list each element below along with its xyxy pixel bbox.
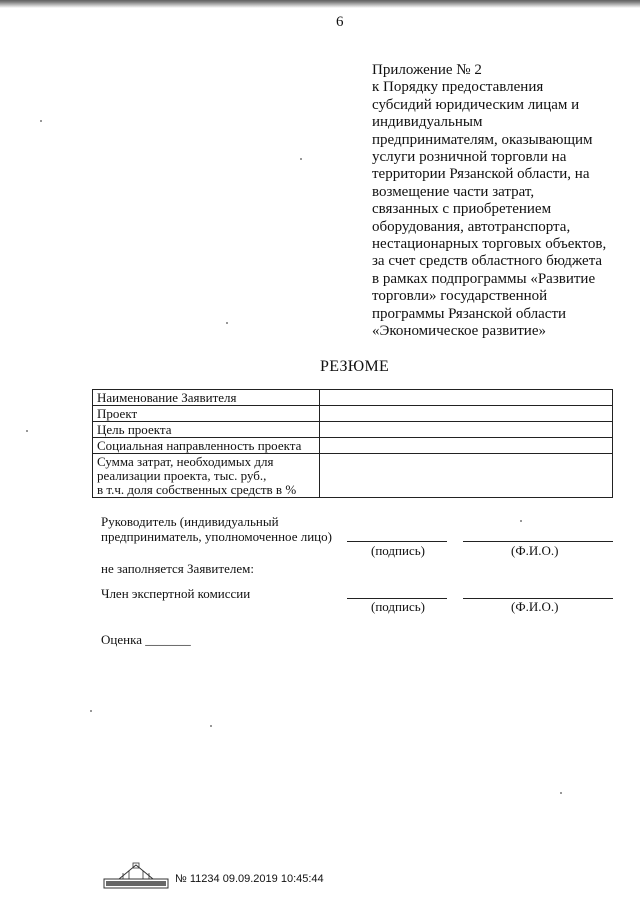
doc-datetime: 09.09.2019 10:45:44 xyxy=(222,873,324,885)
table-cell-label: Социальная направленность проекта xyxy=(93,438,320,454)
cost-line: Сумма затрат, необходимых для xyxy=(97,454,274,469)
name-line xyxy=(463,541,613,542)
appendix-line: связанных с приобретением xyxy=(372,201,552,218)
table-cell-label: Цель проекта xyxy=(93,422,320,438)
table-cell-label: Наименование Заявителя xyxy=(93,390,320,406)
table-cell-value xyxy=(320,390,613,406)
table-cell-value xyxy=(320,438,613,454)
signature-caption: (подпись) xyxy=(371,543,425,558)
not-filled-note: не заполняется Заявителем: xyxy=(101,561,254,576)
cost-line: реализации проекта, тыс. руб., xyxy=(97,468,267,483)
appendix-line: торговли» государственной xyxy=(372,288,548,305)
head-signature-label xyxy=(101,514,332,544)
appendix-line: субсидий юридическим лицам и xyxy=(372,96,580,113)
appendix-line: предпринимателям, оказывающим xyxy=(372,131,593,148)
name-caption: (Ф.И.О.) xyxy=(511,543,559,558)
scan-speck xyxy=(226,322,228,324)
name-caption: (Ф.И.О.) xyxy=(511,599,559,614)
building-stamp-icon xyxy=(103,861,169,891)
table-cell-label: Проект xyxy=(93,406,320,422)
table-cell-value xyxy=(320,406,613,422)
appendix-line: за счет средств областного бюджета xyxy=(372,253,603,270)
table-cell-label xyxy=(93,454,320,498)
table-row xyxy=(93,390,613,406)
appendix-line: Приложение № 2 xyxy=(372,62,482,78)
appendix-line: «Экономическое развитие» xyxy=(372,323,546,340)
document-title: РЕЗЮМЕ xyxy=(320,358,390,375)
scan-speck xyxy=(210,725,212,727)
appendix-line: к Порядку предоставления xyxy=(372,79,544,96)
scan-speck xyxy=(560,792,562,794)
scan-speck xyxy=(520,520,522,522)
appendix-line: территории Рязанской области, на xyxy=(372,166,590,183)
table-row xyxy=(93,438,613,454)
page-number: 6 xyxy=(336,14,344,30)
table-cell-value xyxy=(320,422,613,438)
scan-speck xyxy=(90,710,92,712)
scan-speck xyxy=(40,120,42,122)
table-row xyxy=(93,454,613,498)
head-line: предприниматель, уполномоченное лицо) xyxy=(101,529,332,544)
registration-stamp xyxy=(175,873,324,885)
table-row xyxy=(93,422,613,438)
scan-top-edge xyxy=(0,0,640,10)
signature-caption: (подпись) xyxy=(371,599,425,614)
table-cell-value xyxy=(320,454,613,498)
resume-table xyxy=(92,389,613,498)
appendix-line: программы Рязанской области xyxy=(372,305,567,322)
table-row xyxy=(93,406,613,422)
cost-line: в т.ч. доля собственных средств в % xyxy=(97,482,297,497)
head-line: Руководитель (индивидуальный xyxy=(101,514,279,529)
signature-line xyxy=(347,541,447,542)
appendix-line: в рамках подпрограммы «Развитие xyxy=(372,270,596,287)
appendix-line: услуги розничной торговли на xyxy=(372,149,567,166)
scan-speck xyxy=(300,158,302,160)
doc-mark-icon: № xyxy=(175,873,187,885)
appendix-header xyxy=(372,62,622,341)
expert-label: Член экспертной комиссии xyxy=(101,586,251,601)
appendix-line: возмещение части затрат, xyxy=(372,183,535,200)
doc-number: 11234 xyxy=(189,873,220,885)
score-label: Оценка _______ xyxy=(101,632,191,647)
scan-speck xyxy=(26,430,28,432)
appendix-line: нестационарных торговых объектов, xyxy=(372,236,607,253)
appendix-line: оборудования, автотранспорта, xyxy=(372,218,571,235)
appendix-line: индивидуальным xyxy=(372,114,483,131)
